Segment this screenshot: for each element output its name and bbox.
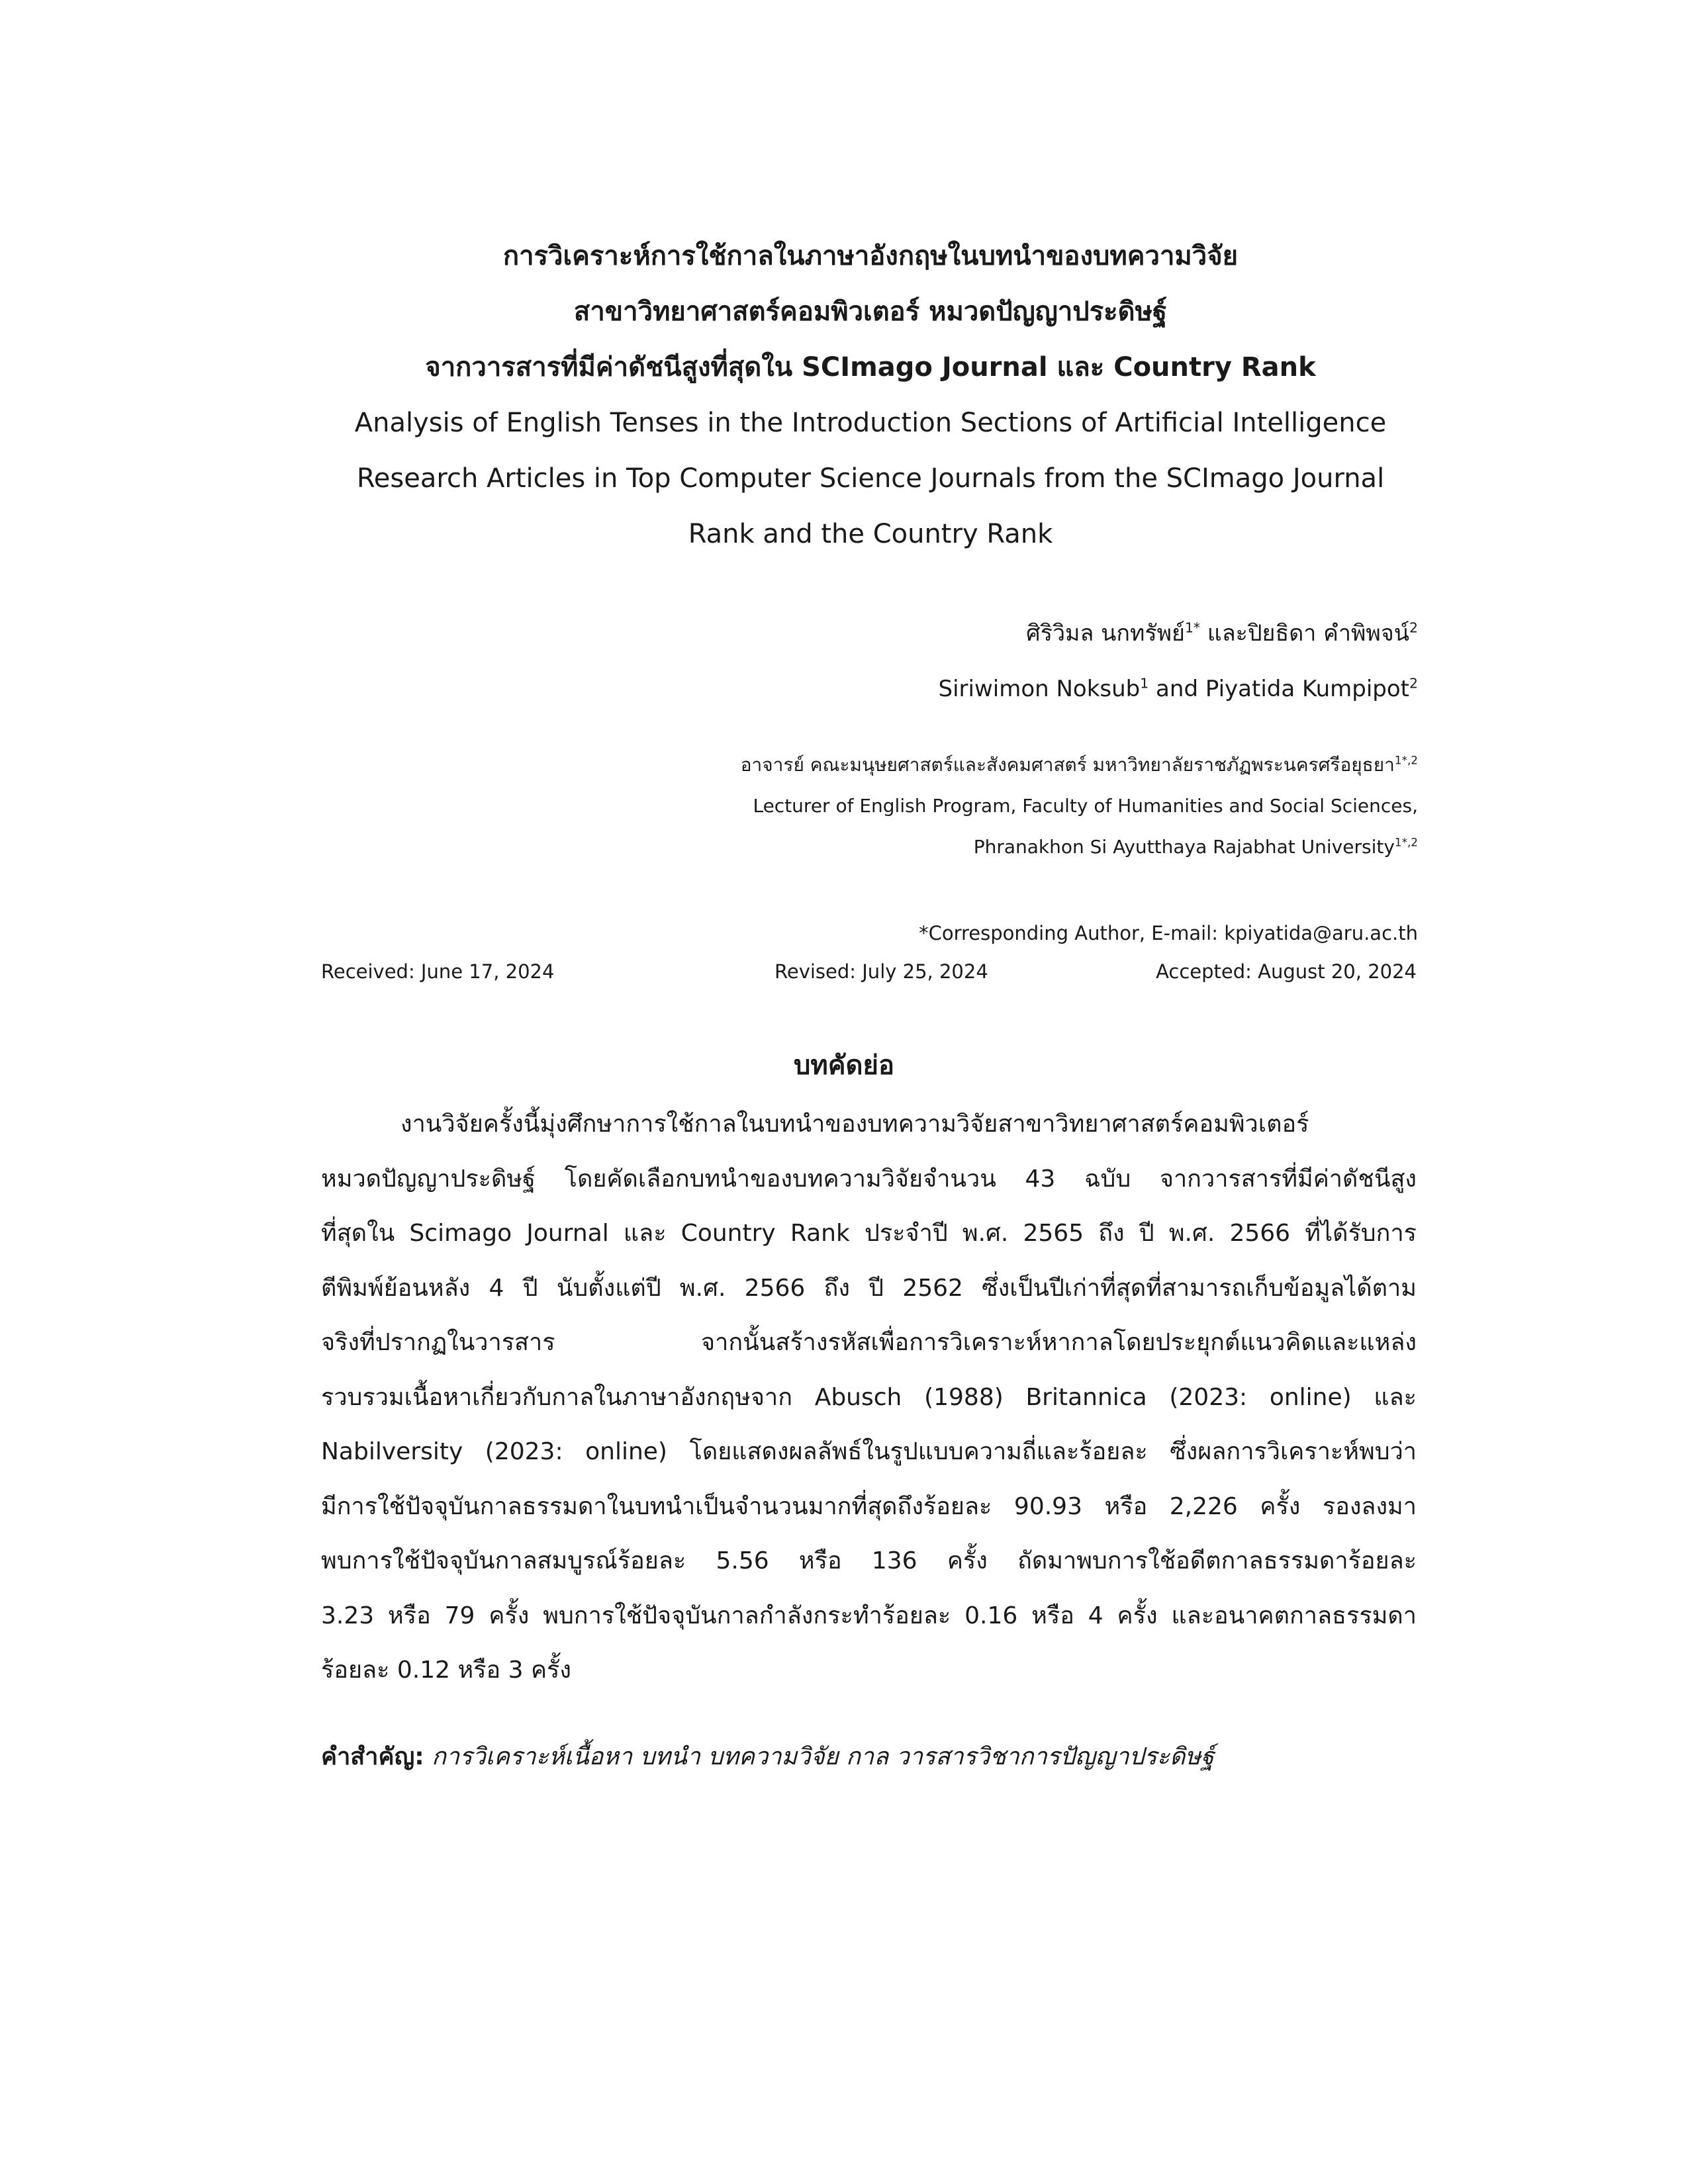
keywords-label: คำสำคัญ: [321, 1743, 424, 1770]
keywords [321, 1734, 1417, 1780]
author2-english: and Piyatida Kumpipot [1149, 676, 1410, 702]
abstract-line: งานวิจัยครั้งนี้มุ่งศึกษาการใช้กาลในบทนำของบทความวิจัยสาขาวิทยาศาสตร์คอมพิวเตอร์ [400, 1111, 1309, 1138]
author2-thai-sup: 2 [1409, 619, 1418, 636]
authors-english [939, 661, 1419, 717]
abstract-heading: บทคัดย่อ [794, 1050, 894, 1081]
title-thai-line-2: สาขาวิทยาศาสตร์คอมพิวเตอร์ หมวดปัญญาประดิษฐ์ [573, 296, 1168, 327]
author1-english-sup: 1 [1140, 675, 1149, 692]
title-thai-line-1: การวิเคราะห์การใช้กาลในภาษาอังกฤษในบทนำของบทความวิจัย [502, 241, 1239, 271]
title-english-line-2: Research Articles in Top Computer Science Journals from the SCImago Journal [356, 463, 1385, 494]
affiliation-english-text: Phranakhon Si Ayutthaya Rajabhat University [973, 836, 1395, 858]
accepted-date: Accepted: August 20, 2024 [1156, 960, 1417, 983]
abstract-line: รวบรวมเนื้อหาเกี่ยวกับกาลในภาษาอังกฤษจาก Abusch (1988) Britannica (2023: online) และ [321, 1383, 1417, 1411]
affiliation-thai [741, 745, 1418, 786]
abstract-line: 3.23 หรือ 79 ครั้ง พบการใช้ปัจจุบันกาลกำลังกระทำร้อยละ 0.16 หรือ 4 ครั้ง และอนาคตกาลธรรมดา [321, 1602, 1417, 1629]
submission-dates [321, 952, 1417, 991]
keywords-value: การวิเคราะห์เนื้อหา บทนำ บทความวิจัย กาล วารสารวิชาการปัญญาประดิษฐ์ [432, 1743, 1215, 1770]
abstract-line: ตีพิมพ์ย้อนหลัง 4 ปี นับตั้งแต่ปี พ.ศ. 2566 ถึง ปี 2562 ซึ่งเป็นปีเก่าที่สุดที่สามารถเก็บข้อมูลได้ตาม [321, 1274, 1417, 1302]
affiliation-english-line-1: Lecturer of English Program, Faculty of Humanities and Social Sciences, [753, 795, 1418, 817]
corresponding-author: *Corresponding Author, E-mail: kpiyatida@aru.ac.th [919, 922, 1418, 944]
abstract-line: จริงที่ปรากฏในวารสาร จากนั้นสร้างรหัสเพื่อการวิเคราะห์หากาลโดยประยุกต์แนวคิดและแหล่ง [321, 1329, 1417, 1356]
authors-thai [939, 606, 1419, 661]
received-date: Received: June 17, 2024 [321, 960, 555, 983]
affiliation-thai-text: อาจารย์ คณะมนุษยศาสตร์และสังคมศาสตร์ มหาวิทยาลัยราชภัฏพระนครศรีอยุธยา [740, 754, 1395, 776]
revised-date: Revised: July 25, 2024 [774, 960, 988, 983]
abstract-body [321, 1097, 1417, 1698]
author1-thai: ศิริวิมล นกทรัพย์ [1026, 620, 1185, 647]
abstract-line: ที่สุดใน Scimago Journal และ Country Rank ประจำปี พ.ศ. 2565 ถึง ปี พ.ศ. 2566 ที่ได้รับการ [321, 1220, 1417, 1247]
affiliation-english-sup: 1*,2 [1394, 835, 1418, 849]
affiliation-thai-sup: 1*,2 [1394, 753, 1418, 767]
title-thai-line-3: จากวารสารที่มีค่าดัชนีสูงที่สุดใน SCImago Journal และ Country Rank [425, 352, 1316, 383]
affiliation-english-line-2 [741, 827, 1418, 868]
author1-english: Siriwimon Noksub [938, 676, 1141, 702]
affiliation [741, 745, 1418, 868]
abstract-line: Nabilversity (2023: online) โดยแสดงผลลัพธ์ในรูปแบบความถี่และร้อยละ ซึ่งผลการวิเคราะห์พบว่า [321, 1438, 1417, 1465]
abstract-line: หมวดปัญญาประดิษฐ์ โดยคัดเลือกบทนำของบทความวิจัยจำนวน 43 ฉบับ จากวารสารที่มีค่าดัชนีสูง [321, 1165, 1417, 1193]
abstract-line: ร้อยละ 0.12 หรือ 3 ครั้ง [321, 1657, 571, 1684]
author2-thai: และปิยธิดา คำพิพจน์ [1200, 620, 1410, 647]
title-english-line-3: Rank and the Country Rank [688, 519, 1053, 549]
author1-thai-sup: 1* [1184, 619, 1201, 636]
abstract-line: พบการใช้ปัจจุบันกาลสมบูรณ์ร้อยละ 5.56 หรือ 136 ครั้ง ถัดมาพบการใช้อดีตกาลธรรมดาร้อยละ [321, 1547, 1417, 1574]
author-list [939, 606, 1419, 717]
abstract-line: มีการใช้ปัจจุบันกาลธรรมดาในบทนำเป็นจำนวนมากที่สุดถึงร้อยละ 90.93 หรือ 2,226 ครั้ง รองลงมา [321, 1492, 1417, 1520]
author2-english-sup: 2 [1409, 675, 1418, 692]
article-title [265, 228, 1476, 562]
title-english-line-1: Analysis of English Tenses in the Introduction Sections of Artificial Intelligence [354, 408, 1387, 438]
